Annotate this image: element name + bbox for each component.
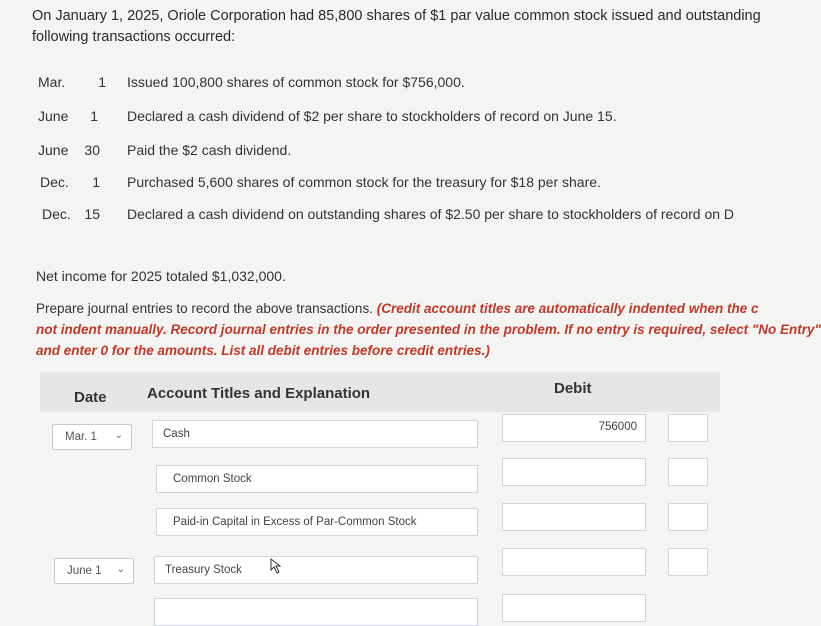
account-value: Treasury Stock bbox=[165, 564, 242, 576]
date-header: Date bbox=[74, 389, 107, 406]
account-value: Common Stock bbox=[173, 473, 252, 485]
intro-line-1: On January 1, 2025, Oriole Corporation had 85,800 shares of $1 par value common stock issued and outstanding bbox=[32, 8, 761, 24]
transaction-day: 15 bbox=[84, 206, 100, 222]
instructions bbox=[36, 298, 821, 361]
transaction-description: Declared a cash dividend of $2 per share to stockholders of record on June 15. bbox=[127, 108, 617, 124]
date-select-value: Mar. 1 bbox=[65, 431, 97, 443]
debit-input[interactable] bbox=[502, 503, 646, 531]
debit-header: Debit bbox=[554, 380, 592, 397]
transaction-day: 1 bbox=[92, 174, 100, 190]
instructions-emphasis-1: (Credit account titles are automatically indented when the c bbox=[376, 301, 759, 316]
chevron-down-icon: ⌄ bbox=[116, 564, 125, 575]
credit-input[interactable] bbox=[668, 458, 708, 486]
date-select[interactable] bbox=[52, 424, 132, 450]
transaction-month: Dec. bbox=[40, 174, 69, 190]
date-select[interactable] bbox=[54, 558, 134, 584]
debit-value: 756000 bbox=[598, 421, 637, 433]
transaction-day: 1 bbox=[90, 108, 98, 124]
instructions-lead: Prepare journal entries to record the above transactions. bbox=[36, 301, 377, 316]
transaction-day: 30 bbox=[84, 142, 100, 158]
transaction-description: Paid the $2 cash dividend. bbox=[127, 142, 292, 158]
transaction-month: June bbox=[38, 108, 69, 124]
transaction-description: Issued 100,800 shares of common stock for $756,000. bbox=[127, 74, 465, 90]
debit-input[interactable] bbox=[502, 594, 646, 622]
chevron-down-icon: ⌄ bbox=[114, 430, 123, 441]
account-input[interactable] bbox=[152, 420, 478, 448]
transaction-description: Purchased 5,600 shares of common stock for the treasury for $18 per share. bbox=[127, 174, 601, 190]
credit-input[interactable] bbox=[668, 414, 708, 442]
credit-input[interactable] bbox=[668, 503, 708, 531]
transaction-month: Mar. bbox=[38, 74, 66, 90]
instructions-emphasis-2: not indent manually. Record journal entries in the order presented in the problem. If no entry is required, select "No Entry" bbox=[36, 322, 821, 337]
debit-input[interactable] bbox=[502, 458, 646, 486]
journal-header bbox=[40, 372, 720, 412]
credit-input[interactable] bbox=[668, 548, 708, 576]
date-select-value: June 1 bbox=[67, 565, 102, 577]
transaction-month: Dec. bbox=[42, 206, 71, 222]
debit-input[interactable] bbox=[502, 548, 646, 576]
account-input[interactable] bbox=[154, 556, 478, 584]
problem-intro bbox=[32, 6, 761, 48]
account-input[interactable] bbox=[156, 465, 478, 493]
account-input[interactable] bbox=[154, 598, 478, 626]
transaction-description: Declared a cash dividend on outstanding shares of $2.50 per share to stockholders of record on D bbox=[127, 206, 735, 222]
intro-line-2: following transactions occurred: bbox=[32, 29, 236, 45]
mouse-cursor-icon bbox=[270, 558, 284, 574]
transaction-month: June bbox=[38, 142, 69, 158]
transaction-day: 1 bbox=[98, 74, 106, 90]
instructions-emphasis-3: and enter 0 for the amounts. List all debit entries before credit entries.) bbox=[36, 343, 490, 358]
account-header: Account Titles and Explanation bbox=[147, 385, 371, 402]
debit-input[interactable] bbox=[502, 414, 646, 442]
account-value: Paid-in Capital in Excess of Par-Common Stock bbox=[173, 516, 417, 528]
account-value: Cash bbox=[163, 428, 190, 440]
net-income-text: Net income for 2025 totaled $1,032,000. bbox=[36, 268, 286, 284]
account-input[interactable] bbox=[156, 508, 478, 536]
